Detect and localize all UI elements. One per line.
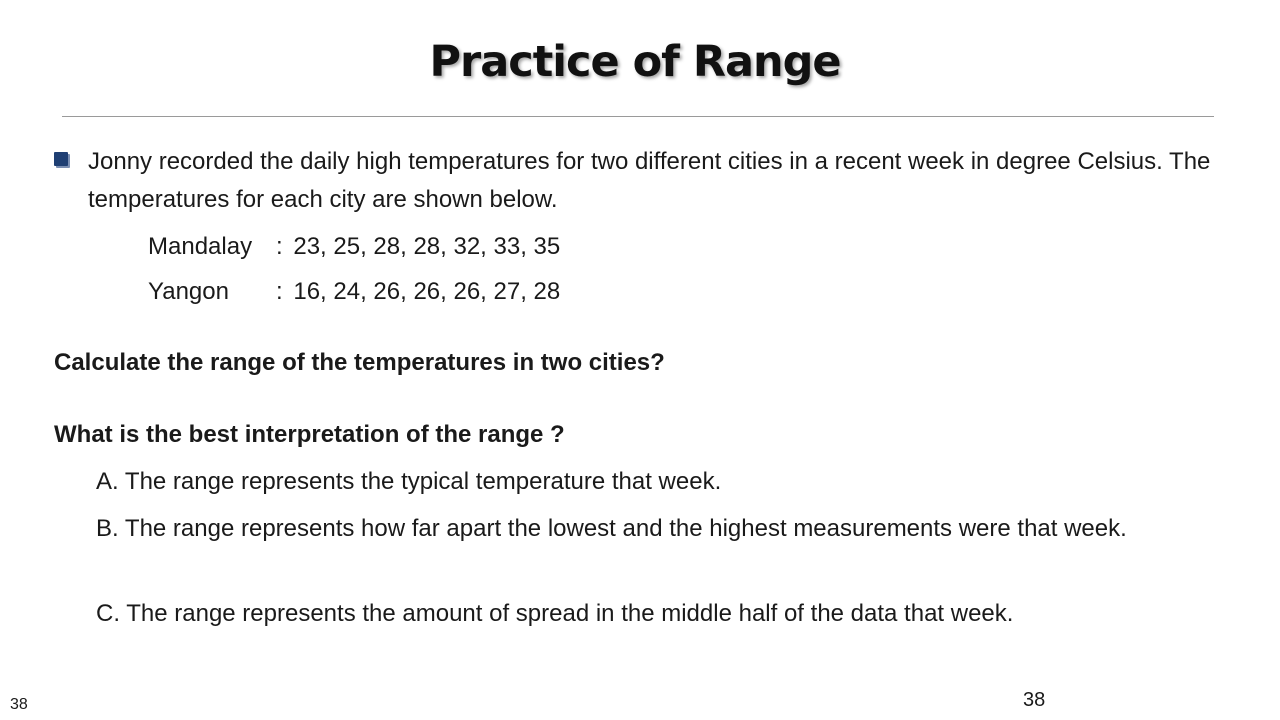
city-row-mandalay [148,231,560,263]
page-number-right: 38 [1023,689,1046,711]
option-c: C. The range represents the amount of spread in the middle half of the data that week. [96,600,1014,627]
city-temperatures: 23, 25, 28, 28, 32, 33, 35 [293,233,561,260]
square-bullet-icon [54,152,68,166]
title-divider [62,116,1214,117]
city-row-yangon [148,276,560,308]
option-a: A. The range represents the typical temperature that week. [96,468,722,495]
slide-title: Practice of Range [429,37,841,87]
intro-paragraph: Jonny recorded the daily high temperatures for two different cities in a recent week in degree Celsius. The temperatures for each city are shown below. [88,148,1211,213]
question-calculate-range: Calculate the range of the temperatures in two cities? [54,349,665,376]
city-name: Yangon [148,278,229,305]
city-name: Mandalay [148,233,253,260]
city-separator: : [276,233,283,260]
option-b: B. The range represents how far apart the lowest and the highest measurements were that week. [96,515,1127,542]
city-temperatures: 16, 24, 26, 26, 26, 27, 28 [293,278,561,305]
city-separator: : [276,278,283,305]
page-number-left: 38 [10,696,28,713]
question-interpretation: What is the best interpretation of the range ? [54,421,565,448]
